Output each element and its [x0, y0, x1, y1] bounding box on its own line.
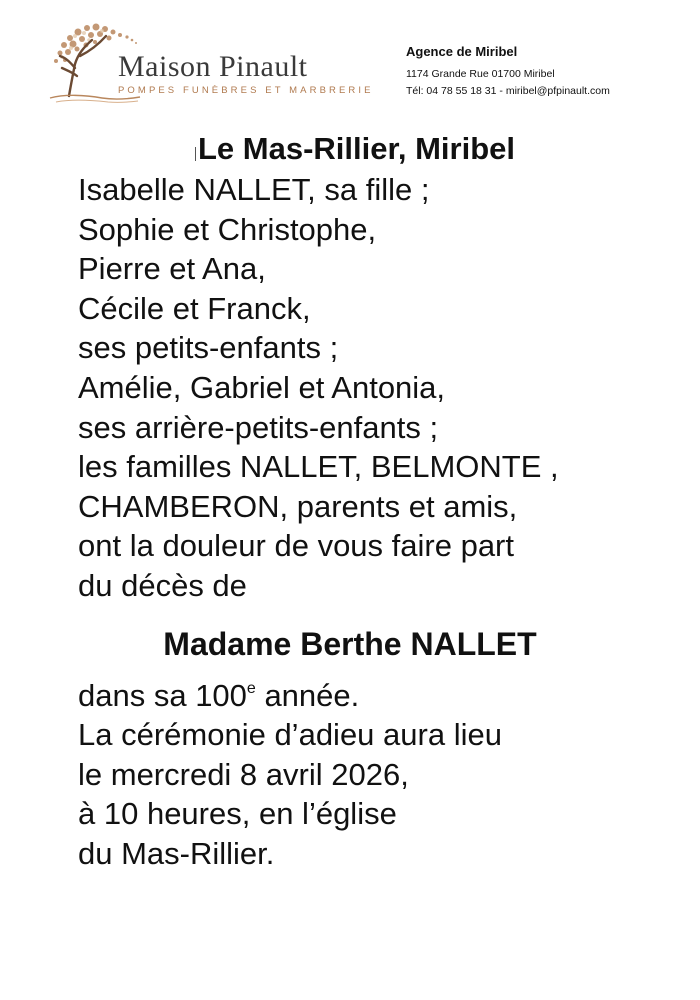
family-line: Sophie et Christophe,: [78, 211, 377, 247]
agency-name: Agence de Miribel: [406, 44, 518, 59]
agency-phone-email: Tél: 04 78 55 18 31 - miribel@pfpinault.com: [406, 85, 610, 97]
age-superscript: e: [246, 679, 256, 697]
family-line: du décès de: [78, 567, 247, 603]
brand-name: Maison Pinault: [118, 50, 308, 83]
family-line: ses arrière-petits-enfants ;: [78, 409, 439, 445]
agency-address: 1174 Grande Rue 01700 Miribel: [406, 68, 555, 80]
family-line: Isabelle NALLET, sa fille ;: [78, 172, 430, 207]
location-heading: Le Mas-Rillier, Miribel: [10, 128, 700, 170]
family-line: ses petits-enfants ;: [78, 330, 339, 366]
deceased-name: Madame Berthe NALLET: [163, 625, 537, 662]
age-suffix: année.: [255, 677, 360, 713]
family-line: Amélie, Gabriel et Antonia,: [78, 369, 446, 405]
agency-contact-block: [406, 44, 610, 100]
family-line: ont la douleur de vous faire part: [78, 528, 514, 564]
age-line: [78, 676, 700, 716]
family-line: CHAMBERON, parents et amis,: [78, 488, 518, 524]
family-line: les familles NALLET, BELMONTE ,: [78, 449, 559, 485]
family-line: Cécile et Franck,: [78, 290, 311, 326]
brand-tagline: POMPES FUNÈBRES ET MARBRERIE: [118, 85, 374, 96]
ceremony-lines: [78, 676, 700, 874]
header: [0, 0, 700, 120]
ceremony-line: du Mas-Rillier.: [78, 835, 275, 871]
ceremony-line: à 10 heures, en l’église: [78, 796, 397, 832]
family-line: Pierre et Ana,: [78, 251, 266, 287]
family-lines: [78, 170, 700, 606]
age-prefix: dans sa 100: [78, 677, 247, 713]
ceremony-line: La cérémonie d’adieu aura lieu: [78, 717, 502, 753]
ceremony-line: le mercredi 8 avril 2026,: [78, 756, 409, 792]
death-notice: [0, 128, 700, 874]
